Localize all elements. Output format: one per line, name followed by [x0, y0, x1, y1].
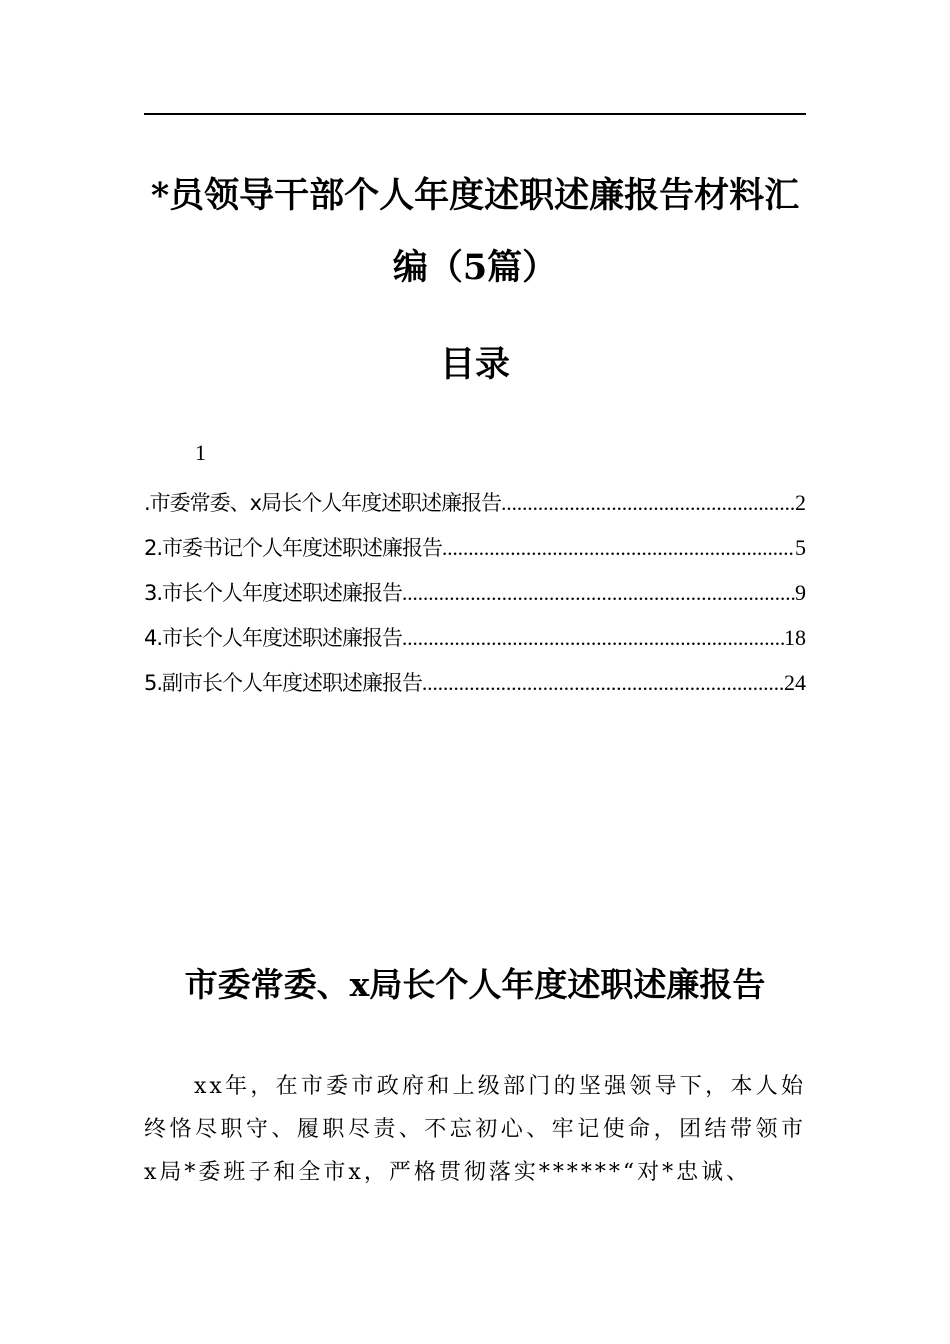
toc-entry-page: 24 [784, 670, 806, 695]
toc-leader-dots [402, 571, 795, 615]
toc-heading: 目录 [439, 344, 510, 385]
toc-entry-page: 18 [784, 625, 806, 650]
toc-leader-dots [501, 481, 795, 525]
toc-leader-dots [442, 526, 795, 570]
toc-entry-label: 5.副市长个人年度述职述廉报告 [144, 671, 423, 695]
toc-leader-dots [402, 616, 784, 660]
toc-leader-dots [422, 661, 784, 705]
document-title: *员领导干部个人年度述职述廉报告材料汇编（5篇） [150, 175, 800, 288]
toc-entry[interactable] [144, 570, 806, 615]
table-of-contents [144, 480, 806, 705]
toc-entry[interactable] [144, 615, 806, 660]
toc-entry-label: .市委常委、x局长个人年度述职述廉报告 [144, 491, 502, 515]
toc-entry[interactable] [144, 525, 806, 570]
toc-entry-label: 3.市长个人年度述职述廉报告 [144, 581, 403, 605]
toc-entry-page: 9 [795, 580, 806, 605]
toc-entry-label: 4.市长个人年度述职述廉报告 [144, 626, 403, 650]
toc-entry[interactable] [144, 480, 806, 525]
section-title: 市委常委、x局长个人年度述职述廉报告 [184, 965, 766, 1004]
body-paragraph-text: xx年，在市委市政府和上级部门的坚强领导下，本人始终恪尽职守、履职尽责、不忘初心、牢记使命，团结带领市x局*委班子和全市x，严格贯彻落实******“对*忠诚、 [144, 1074, 806, 1185]
header-rule [144, 113, 806, 115]
toc-orphan-number: 1 [195, 440, 206, 465]
toc-entry-page: 5 [795, 535, 806, 560]
toc-entry[interactable] [144, 660, 806, 705]
toc-entry-page: 2 [795, 490, 806, 515]
toc-entry-label: 2.市委书记个人年度述职述廉报告 [144, 536, 443, 560]
body-paragraph [144, 1065, 806, 1194]
